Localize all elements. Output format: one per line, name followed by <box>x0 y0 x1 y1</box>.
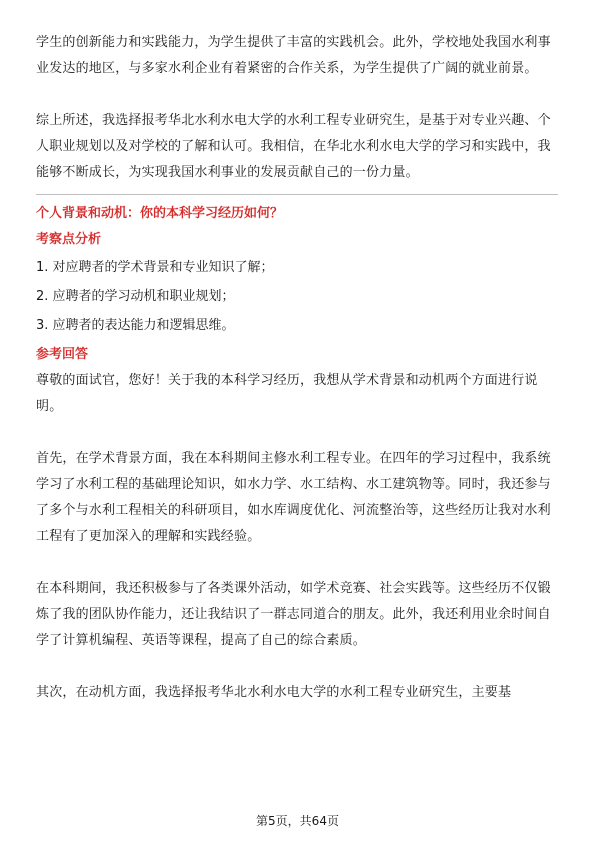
analysis-item: 3. 应聘者的表达能力和逻辑思维。 <box>36 318 235 333</box>
intro-paragraph: 学生的创新能力和实践能力，为学生提供了丰富的实践机会。此外，学校地处我国水利事业发达的地区，与多家水利企业有着紧密的合作关系，为学生提供了广阔的就业前景。 <box>36 35 551 76</box>
answer-paragraph: 首先，在学术背景方面，我在本科期间主修水利工程专业。在四年的学习过程中，我系统学习了水利工程的基础理论知识，如水力学、水工结构、水工建筑物等。同时，我还参与了多个与水利工程相关的科研项目，如水库调度优化、河流整治等，这些经历让我对水利工程有了更加深入的理解和实践经验。 <box>36 451 551 544</box>
section-divider <box>36 194 558 195</box>
answer-paragraph: 尊敬的面试官，您好！关于我的本科学习经历，我想从学术背景和动机两个方面进行说明。 <box>36 373 538 414</box>
page-content <box>36 30 558 706</box>
intro-paragraph: 综上所述，我选择报考华北水利水电大学的水利工程专业研究生，是基于对专业兴趣、个人职业规划以及对学校的了解和认可。我相信，在华北水利水电大学的学习和实践中，我能够不断成长，为实现我国水利事业的发展贡献自己的一份力量。 <box>36 113 551 180</box>
answer-paragraph: 在本科期间，我还积极参与了各类课外活动，如学术竞赛、社会实践等。这些经历不仅锻炼了我的团队协作能力，还让我结识了一群志同道合的朋友。此外，我还利用业余时间自学了计算机编程、英语等课程，提高了自己的综合素质。 <box>36 581 551 648</box>
analysis-item: 2. 应聘者的学习动机和职业规划； <box>36 289 235 304</box>
page-number: 第5页，共64页 <box>256 814 339 828</box>
analysis-item: 1. 对应聘者的学术背景和专业知识了解； <box>36 260 274 275</box>
analysis-heading: 考察点分析 <box>36 232 102 247</box>
answer-heading: 参考回答 <box>36 347 89 362</box>
question-title: 个人背景和动机：你的本科学习经历如何？ <box>36 206 284 221</box>
answer-paragraph: 其次，在动机方面，我选择报考华北水利水电大学的水利工程专业研究生，主要基 <box>36 685 512 700</box>
